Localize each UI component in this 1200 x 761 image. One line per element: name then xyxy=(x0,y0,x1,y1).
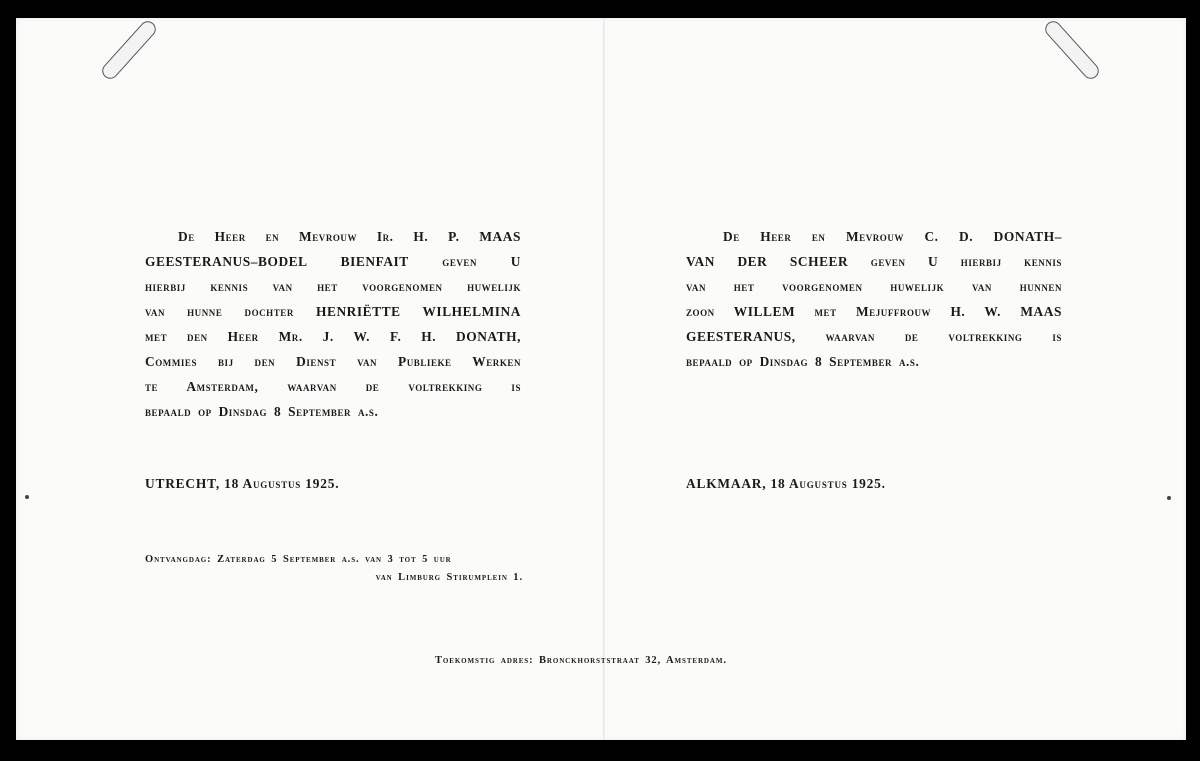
reception-day: Ontvangdag: Zaterdag 5 September a.s. van 3 tot 5 uur xyxy=(145,554,452,565)
left-mark xyxy=(25,495,29,499)
right-announcement xyxy=(686,224,1062,374)
left-line-4: van hunne dochter HENRIËTTE WILHELMINA xyxy=(145,304,521,319)
right-line-5: GEESTERANUS, waarvan de voltrekking is xyxy=(686,329,1062,344)
right-line-1: De Heer en Mevrouw C. D. DONATH– xyxy=(723,229,1062,244)
right-line-6: bepaald op Dinsdag 8 September a.s. xyxy=(686,354,920,369)
center-fold xyxy=(603,18,605,740)
left-announcement xyxy=(145,224,521,424)
right-line-4: zoon WILLEM met Mejuffrouw H. W. MAAS xyxy=(686,304,1062,319)
left-place-date: UTRECHT, 18 Augustus 1925. xyxy=(145,476,340,491)
left-line-6: Commies bij den Dienst van Publieke Werken xyxy=(145,354,521,369)
left-line-5: met den Heer Mr. J. W. F. H. DONATH, xyxy=(145,329,521,344)
right-mark xyxy=(1167,496,1171,500)
left-line-8: bepaald op Dinsdag 8 September a.s. xyxy=(145,404,379,419)
left-line-7: te Amsterdam, waarvan de voltrekking is xyxy=(145,379,521,394)
right-place-date: ALKMAAR, 18 Augustus 1925. xyxy=(686,476,886,491)
right-line-2: VAN DER SCHEER geven U hierbij kennis xyxy=(686,254,1062,269)
future-address: Toekomstig adres: Bronckhorststraat 32, Amsterdam. xyxy=(435,655,727,666)
left-line-1: De Heer en Mevrouw Ir. H. P. MAAS xyxy=(178,229,521,244)
reception-address: van Limburg Stirumplein 1. xyxy=(375,572,523,583)
right-line-3: van het voorgenomen huwelijk van hunnen xyxy=(686,279,1062,294)
left-line-3: hierbij kennis van het voorgenomen huwelijk xyxy=(145,279,521,294)
left-line-2: GEESTERANUS–BODEL BIENFAIT geven U xyxy=(145,254,521,269)
